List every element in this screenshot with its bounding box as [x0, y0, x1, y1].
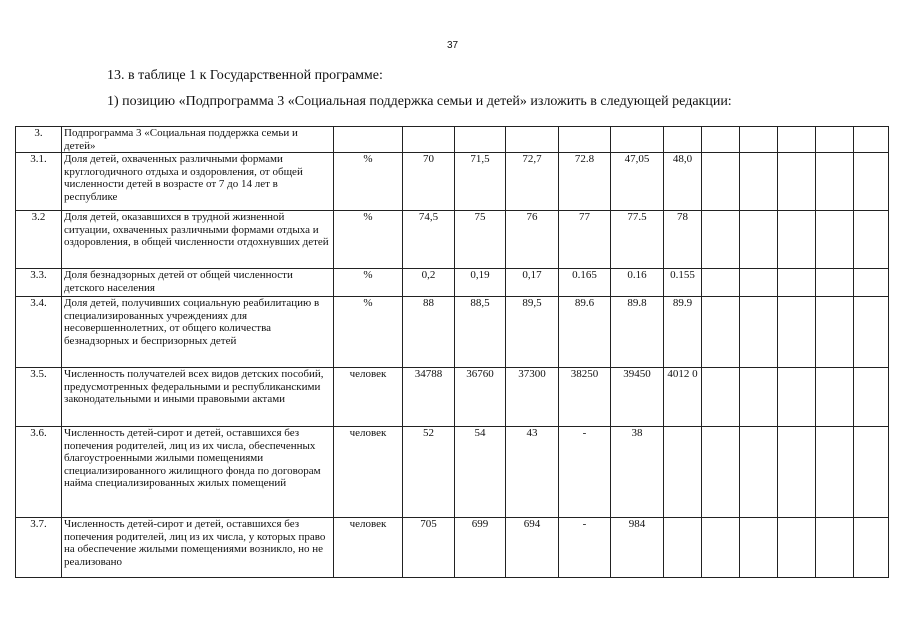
- value-cell: 70: [403, 153, 455, 211]
- value-cell: 89.9: [664, 297, 702, 368]
- value-cell: [816, 211, 854, 269]
- value-cell: 77: [559, 211, 611, 269]
- unit-cell: %: [334, 211, 403, 269]
- row-number-cell: 3.7.: [16, 518, 62, 578]
- value-cell: 37300: [506, 368, 559, 427]
- value-cell: [740, 368, 778, 427]
- value-cell: [854, 153, 889, 211]
- row-number-cell: 3.2: [16, 211, 62, 269]
- value-cell: 694: [506, 518, 559, 578]
- value-cell: 43: [506, 427, 559, 518]
- value-cell: 0.16: [611, 269, 664, 297]
- table-row: [16, 427, 889, 518]
- intro-line-2: 1) позицию «Подпрограмма 3 «Социальная поддержка семьи и детей» изложить в следующей редакции:: [107, 94, 732, 109]
- value-cell: [778, 127, 816, 153]
- value-cell: 72.8: [559, 153, 611, 211]
- value-cell: [740, 153, 778, 211]
- value-cell: [816, 427, 854, 518]
- table-row: [16, 211, 889, 269]
- indicator-name-cell: Доля детей, охваченных различными формами круглогодичного отдыха и оздоровления, от общей численности детей в возрасте от 7 до 14 лет в республике: [62, 153, 334, 211]
- indicator-name-cell: Подпрограмма 3 «Социальная поддержка семьи и детей»: [62, 127, 334, 153]
- value-cell: [816, 153, 854, 211]
- value-cell: 48,0: [664, 153, 702, 211]
- value-cell: 89.8: [611, 297, 664, 368]
- value-cell: 77.5: [611, 211, 664, 269]
- unit-cell: %: [334, 297, 403, 368]
- value-cell: [702, 297, 740, 368]
- table-row: [16, 297, 889, 368]
- indicator-name-cell: Доля детей, получивших социальную реабилитацию в специализированных учреждениях для несовершеннолетних, от общего количества безнадзорных и беспризорных детей: [62, 297, 334, 368]
- value-cell: [664, 127, 702, 153]
- value-cell: 52: [403, 427, 455, 518]
- value-cell: [664, 427, 702, 518]
- indicator-name-cell: Численность детей-сирот и детей, оставшихся без попечения родителей, лиц из их числа, обеспеченных благоустроенными жилыми помещениями специализированного жилищного фонда по договорам найма специализированных жилых помещений: [62, 427, 334, 518]
- value-cell: [778, 518, 816, 578]
- value-cell: 88: [403, 297, 455, 368]
- unit-cell: %: [334, 269, 403, 297]
- value-cell: [455, 127, 506, 153]
- table-row: [16, 127, 889, 153]
- value-cell: 78: [664, 211, 702, 269]
- unit-cell: [334, 127, 403, 153]
- value-cell: [816, 269, 854, 297]
- value-cell: [854, 269, 889, 297]
- table-row: [16, 518, 889, 578]
- value-cell: [816, 518, 854, 578]
- value-cell: [816, 297, 854, 368]
- value-cell: 0.165: [559, 269, 611, 297]
- value-cell: 0.155: [664, 269, 702, 297]
- table-row: [16, 269, 889, 297]
- value-cell: [702, 127, 740, 153]
- unit-cell: человек: [334, 427, 403, 518]
- row-number-cell: 3.4.: [16, 297, 62, 368]
- table-row: [16, 368, 889, 427]
- row-number-cell: 3.5.: [16, 368, 62, 427]
- value-cell: [740, 297, 778, 368]
- value-cell: [854, 518, 889, 578]
- value-cell: [702, 427, 740, 518]
- unit-cell: %: [334, 153, 403, 211]
- value-cell: [702, 211, 740, 269]
- value-cell: 88,5: [455, 297, 506, 368]
- value-cell: [702, 153, 740, 211]
- value-cell: 89.6: [559, 297, 611, 368]
- value-cell: [702, 518, 740, 578]
- indicators-table: [15, 126, 889, 578]
- row-number-cell: 3.3.: [16, 269, 62, 297]
- intro-line-1: 13. в таблице 1 к Государственной программе:: [107, 68, 383, 83]
- value-cell: [740, 427, 778, 518]
- unit-cell: человек: [334, 368, 403, 427]
- value-cell: [740, 127, 778, 153]
- value-cell: 89,5: [506, 297, 559, 368]
- value-cell: [740, 211, 778, 269]
- value-cell: 72,7: [506, 153, 559, 211]
- value-cell: [740, 269, 778, 297]
- value-cell: [778, 269, 816, 297]
- page-number: 37: [446, 40, 459, 51]
- value-cell: -: [559, 427, 611, 518]
- value-cell: 76: [506, 211, 559, 269]
- value-cell: [702, 368, 740, 427]
- value-cell: [854, 127, 889, 153]
- row-number-cell: 3.: [16, 127, 62, 153]
- unit-cell: человек: [334, 518, 403, 578]
- value-cell: [854, 368, 889, 427]
- value-cell: [854, 297, 889, 368]
- value-cell: [506, 127, 559, 153]
- value-cell: 47,05: [611, 153, 664, 211]
- value-cell: 34788: [403, 368, 455, 427]
- value-cell: 0,2: [403, 269, 455, 297]
- value-cell: [611, 127, 664, 153]
- value-cell: [816, 127, 854, 153]
- value-cell: [778, 297, 816, 368]
- value-cell: 38250: [559, 368, 611, 427]
- indicator-name-cell: Доля детей, оказавшихся в трудной жизненной ситуации, охваченных различными формами отдыха и оздоровления, в общей численности отдохнувших детей: [62, 211, 334, 269]
- value-cell: [778, 427, 816, 518]
- value-cell: [854, 211, 889, 269]
- value-cell: -: [559, 518, 611, 578]
- value-cell: 36760: [455, 368, 506, 427]
- value-cell: [778, 153, 816, 211]
- value-cell: 39450: [611, 368, 664, 427]
- row-number-cell: 3.1.: [16, 153, 62, 211]
- indicator-name-cell: Численность получателей всех видов детских пособий, предусмотренных федеральными и республиканскими законодательными и иными правовыми актами: [62, 368, 334, 427]
- value-cell: 0,19: [455, 269, 506, 297]
- value-cell: [778, 211, 816, 269]
- value-cell: 74,5: [403, 211, 455, 269]
- value-cell: 0,17: [506, 269, 559, 297]
- value-cell: [403, 127, 455, 153]
- value-cell: 699: [455, 518, 506, 578]
- table-row: [16, 153, 889, 211]
- value-cell: 54: [455, 427, 506, 518]
- value-cell: [854, 427, 889, 518]
- value-cell: [664, 518, 702, 578]
- value-cell: [740, 518, 778, 578]
- value-cell: 705: [403, 518, 455, 578]
- value-cell: 75: [455, 211, 506, 269]
- row-number-cell: 3.6.: [16, 427, 62, 518]
- value-cell: [778, 368, 816, 427]
- value-cell: [816, 368, 854, 427]
- value-cell: 71,5: [455, 153, 506, 211]
- indicator-name-cell: Численность детей-сирот и детей, оставшихся без попечения родителей, лиц из их числа, у которых право на обеспечение жилыми помещениями возникло, но не реализовано: [62, 518, 334, 578]
- indicator-name-cell: Доля безнадзорных детей от общей численности детского населения: [62, 269, 334, 297]
- value-cell: [702, 269, 740, 297]
- value-cell: [559, 127, 611, 153]
- value-cell: 38: [611, 427, 664, 518]
- value-cell: 4012 0: [664, 368, 702, 427]
- value-cell: 984: [611, 518, 664, 578]
